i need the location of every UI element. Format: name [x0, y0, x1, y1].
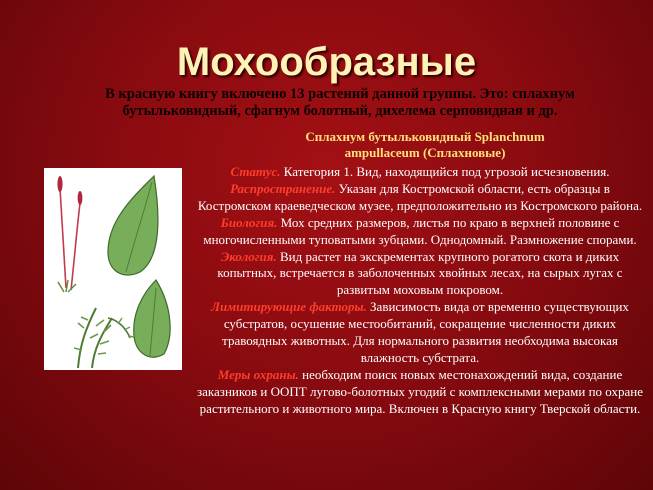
section-label: Распространение.	[230, 180, 336, 196]
moss-illustration	[44, 168, 182, 370]
section-limiting-factors	[197, 299, 643, 367]
section-text: необходим поиск новых местонахождений вида, создание заказников и ООПТ лугово-болотных угодий с комплексными мерами по охране растительного и животного мира. Включен в Красную книгу Тверской области.	[197, 366, 643, 416]
section-label: Биология.	[220, 214, 278, 230]
section-status	[197, 164, 643, 181]
intro-text: В красную книгу включено 13 растений данной группы. Это: сплахнум бутыльковидный, сфагнум болотный, дихелема серповидная и др.	[105, 86, 575, 119]
section-text: Указан для Костромской области, есть образцы в Костромском краеведческом музее, предположительно из Костромского района.	[197, 180, 643, 213]
section-label: Статус.	[230, 164, 281, 179]
species-name: Сплахнум бутыльковидный Splanchnum ampullaceum (Сплахновые)	[305, 129, 545, 160]
section-label: Лимитирующие факторы.	[211, 299, 367, 315]
section-biology	[197, 215, 643, 249]
section-text: Категория 1. Вид, находящийся под угрозой исчезновения.	[280, 164, 610, 179]
section-label: Экология.	[220, 248, 277, 264]
section-text: Вид растет на экскрементах крупного рогатого скота и диких копытных, встречается в заболоченных хвойных лесах, на сырых лугах с развитым моховым покровом.	[217, 248, 623, 298]
section-ecology	[197, 249, 643, 300]
species-description	[197, 164, 643, 418]
section-text: Мох средних размеров, листья по краю в верхней половине с многочисленными туповатыми зубцами. Однодомный. Размножение спорами.	[203, 214, 637, 247]
slide-title: Мохообразные	[176, 40, 477, 84]
section-distribution	[197, 181, 643, 215]
moss-illustration-svg	[44, 168, 182, 370]
section-label: Меры охраны.	[217, 366, 299, 382]
section-text: Зависимость вида от временно существующих субстратов, осушение местообитаний, сокращение численности диких травоядных животных. Для нормального развития необходима высокая влажность субстрата.	[222, 299, 629, 365]
section-protection	[197, 367, 643, 418]
